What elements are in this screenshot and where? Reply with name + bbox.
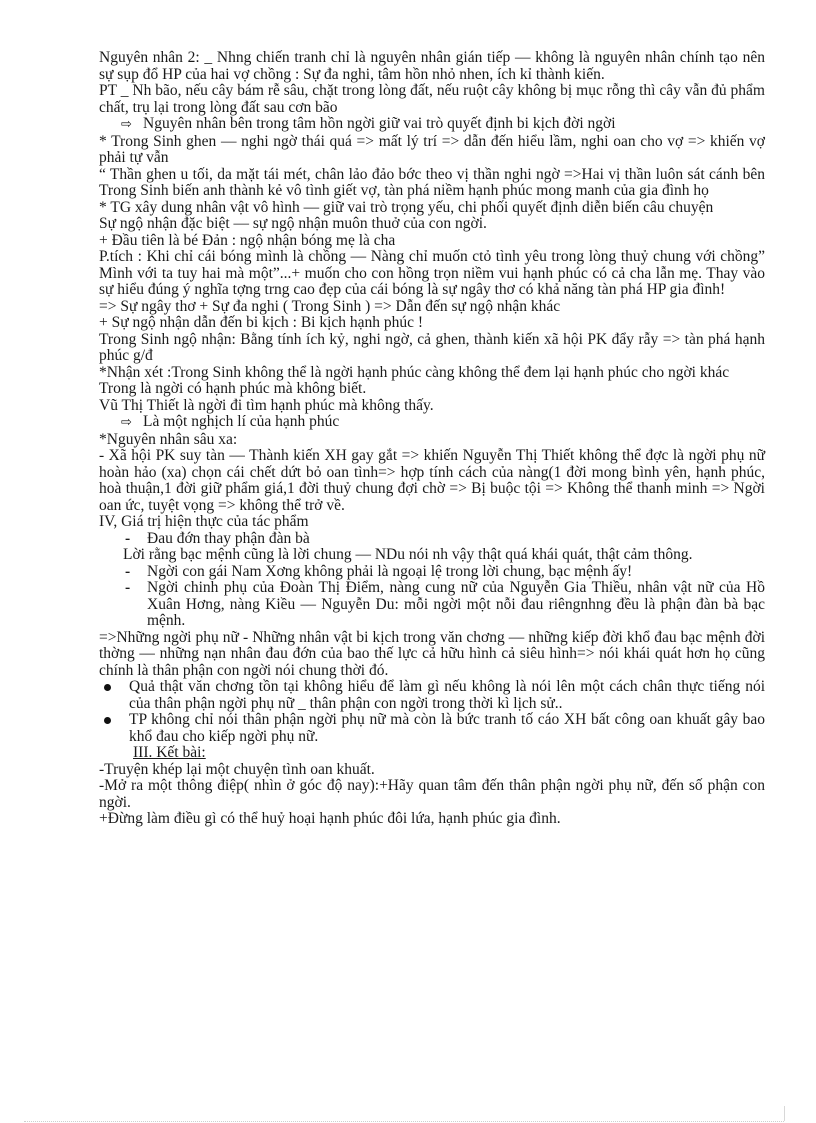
- list-item-text: Ngời chinh phụ của Đoàn Thị Điểm, nàng cung nữ của Nguyễn Gia Thiều, nhân vật nữ của Hồ Xuân Hơng, nàng Kiều — Nguyễn Du: mỗi ngời một nỗi đau riêngnhng đều là phận đàn bà bạc mệnh.: [147, 579, 765, 629]
- paragraph: -Mở ra một thông điệp( nhìn ở góc độ nay):+Hãy quan tâm đến thân phận ngời phụ nữ, đến số phận con ngời.: [99, 777, 765, 811]
- paragraph: Trong Sinh ngộ nhận: Bằng tính ích kỷ, nghi ngờ, cả ghen, thành kiến xã hội PK đẩy rẫy => tàn phá hạnh phúc g/đ: [99, 330, 765, 364]
- paragraph: =>Những ngời phụ nữ - Những nhân vật bi kịch trong văn chơng — những kiếp đời khổ đau bạc mệnh đời thờng — những nạn nhân đau đớn của bao thế lực cả hữu hình cả siêu hình=> nói khái quát hơn họ cũng chính là thân phận con ngời nói chung thời đó.: [99, 628, 765, 679]
- paragraph: + Đầu tiên là bé Đản : ngộ nhận bóng mẹ là cha: [99, 231, 396, 249]
- paragraph: Vũ Thị Thiết là ngời đi tìm hạnh phúc mà không thấy.: [99, 396, 434, 414]
- dash-list-item: [99, 531, 765, 548]
- paragraph: *Nguyên nhân sâu xa:: [99, 430, 238, 448]
- arrow-icon: ⇨: [121, 117, 132, 132]
- paragraph: -Truyện khép lại một chuyện tình oan khuất.: [99, 760, 375, 778]
- paragraph: Nguyên nhân 2: _ Nhng chiến tranh chỉ là nguyên nhân gián tiếp — không là nguyên nhân chính tạo nên sự sụp đổ HP của hai vợ chồng : Sự đa nghi, tâm hồn nhỏ nhen, ích kỉ thành kiến.: [99, 49, 765, 83]
- list-item-text: TP không chỉ nói thân phận ngời phụ nữ mà còn là bức tranh tố cáo XH bất công oan khuất gây bao khổ đau cho kiếp ngời phụ nữ.: [129, 711, 765, 745]
- dash-list-item: [99, 580, 765, 630]
- dash-list-item: [99, 564, 765, 581]
- dash-marker: -: [125, 562, 131, 580]
- list-item-text: Ngời con gái Nam Xơng không phải là ngoại lệ trong lời chung, bạc mệnh ấy!: [147, 562, 633, 580]
- conclusion-line: [99, 116, 765, 134]
- paragraph: * TG xây dung nhân vật vô hình — giữ vai trò trọng yếu, chi phối quyết định diễn biến câu chuyện: [99, 198, 714, 216]
- paragraph: P.tích : Khi chỉ cái bóng mình là chồng — Nàng chỉ muốn ctỏ tình yêu trong lòng thuỷ chung với chồng” Mình với ta tuy hai mà một”...+ muốn cho con hồng trọn niềm vui hạnh phúc có cả cha lẫn mẹ. Thay vào sự hiểu đúng ý nghĩa tợng trng cao đẹp của cái bóng là sự ngây thơ có khả năng tàn phá HP gia đình!: [99, 248, 765, 298]
- paragraph: Trong là ngời có hạnh phúc mà không biết.: [99, 380, 367, 397]
- paragraph: => Sự ngây thơ + Sự đa nghi ( Trong Sinh ) => Dẫn đến sự ngộ nhận khác: [99, 297, 561, 315]
- dash-marker: -: [125, 529, 131, 547]
- paragraph: +Đừng làm điều gì có thể huỷ hoại hạnh phúc đôi lứa, hạnh phúc gia đình.: [99, 810, 561, 827]
- bullet-list-item: [99, 679, 765, 712]
- bullet-icon: [104, 684, 111, 691]
- conclusion-line: [99, 414, 765, 432]
- paragraph: *Nhận xét :Trong Sinh không thể là ngời hạnh phúc càng không thể đem lại hạnh phúc cho ngời khác: [99, 363, 730, 381]
- list-item-text: Đau đớn thay phận đàn bà: [147, 529, 310, 547]
- paragraph-text: Nguyên nhân bên trong tâm hồn ngời giữ vai trò quyết định bi kịch đời ngời: [143, 115, 616, 132]
- bullet-icon: [104, 717, 111, 724]
- arrow-icon: ⇨: [121, 415, 132, 430]
- paragraph: - Xã hội PK suy tàn — Thành kiến XH gay gắt => khiến Nguyễn Thị Thiết không thể đợc là ngời phụ nữ hoàn hảo (xa) chọn cái chết dứt bỏ oan tình=> hợp tính cách của nàng(1 đời mong bình yên, hạnh phúc, hoà thuận,1 đời giữ phẩm giá,1 đời thuỷ chung đợi chờ => Bị buộc tội => Không thể thanh minh => Ngời oan ức, tuyệt vọng => không thể trở về.: [99, 447, 765, 514]
- page-corner-mark: [784, 1106, 785, 1121]
- page-bottom-divider: [24, 1121, 784, 1122]
- section-heading: III. Kết bài:: [133, 744, 206, 761]
- dash-marker: -: [125, 579, 131, 596]
- paragraph-text: Là một nghịch lí của hạnh phúc: [143, 413, 340, 430]
- paragraph: Sự ngộ nhận đặc biệt — sự ngộ nhận muôn thuở của con ngời.: [99, 215, 487, 232]
- section-heading: IV, Giá trị hiện thực của tác phẩm: [99, 513, 309, 530]
- paragraph: “ Thần ghen u tối, da mặt tái mét, chân lảo đảo bớc theo vị thần nghi ngờ =>Hai vị thần luôn sát cánh bên Trong Sinh biến anh thành kẻ vô tình giết vợ, tàn phá niềm hạnh phúc mong manh của gia đình họ: [99, 165, 765, 199]
- document-body: [99, 50, 765, 828]
- list-item-text: Quả thật văn chơng tồn tại không hiểu để làm gì nếu không là nói lên một cách chân thực tiếng nói của thân phận ngời phụ nữ _ thân phận con ngời trong thời kì lịch sử..: [129, 678, 765, 712]
- bullet-list-item: [99, 712, 765, 745]
- paragraph: + Sự ngộ nhận dẫn đến bi kịch : Bi kịch hạnh phúc !: [99, 314, 424, 331]
- paragraph: PT _ Nh bão, nếu cây bám rễ sâu, chặt trong lòng đất, nếu ruột cây không bị mục rỗng thì cây vẫn đủ phẩm chất, trụ lại trong lòng đất sau cơn bão: [99, 82, 765, 116]
- paragraph: Lời rằng bạc mệnh cũng là lời chung — NDu nói nh vậy thật quá khái quát, thật cảm thông.: [123, 546, 693, 563]
- paragraph: * Trong Sinh ghen — nghi ngờ thái quá => mất lý trí => dẫn đến hiểu lầm, nghi oan cho vợ => khiến vợ phải tự vẫn: [99, 132, 765, 166]
